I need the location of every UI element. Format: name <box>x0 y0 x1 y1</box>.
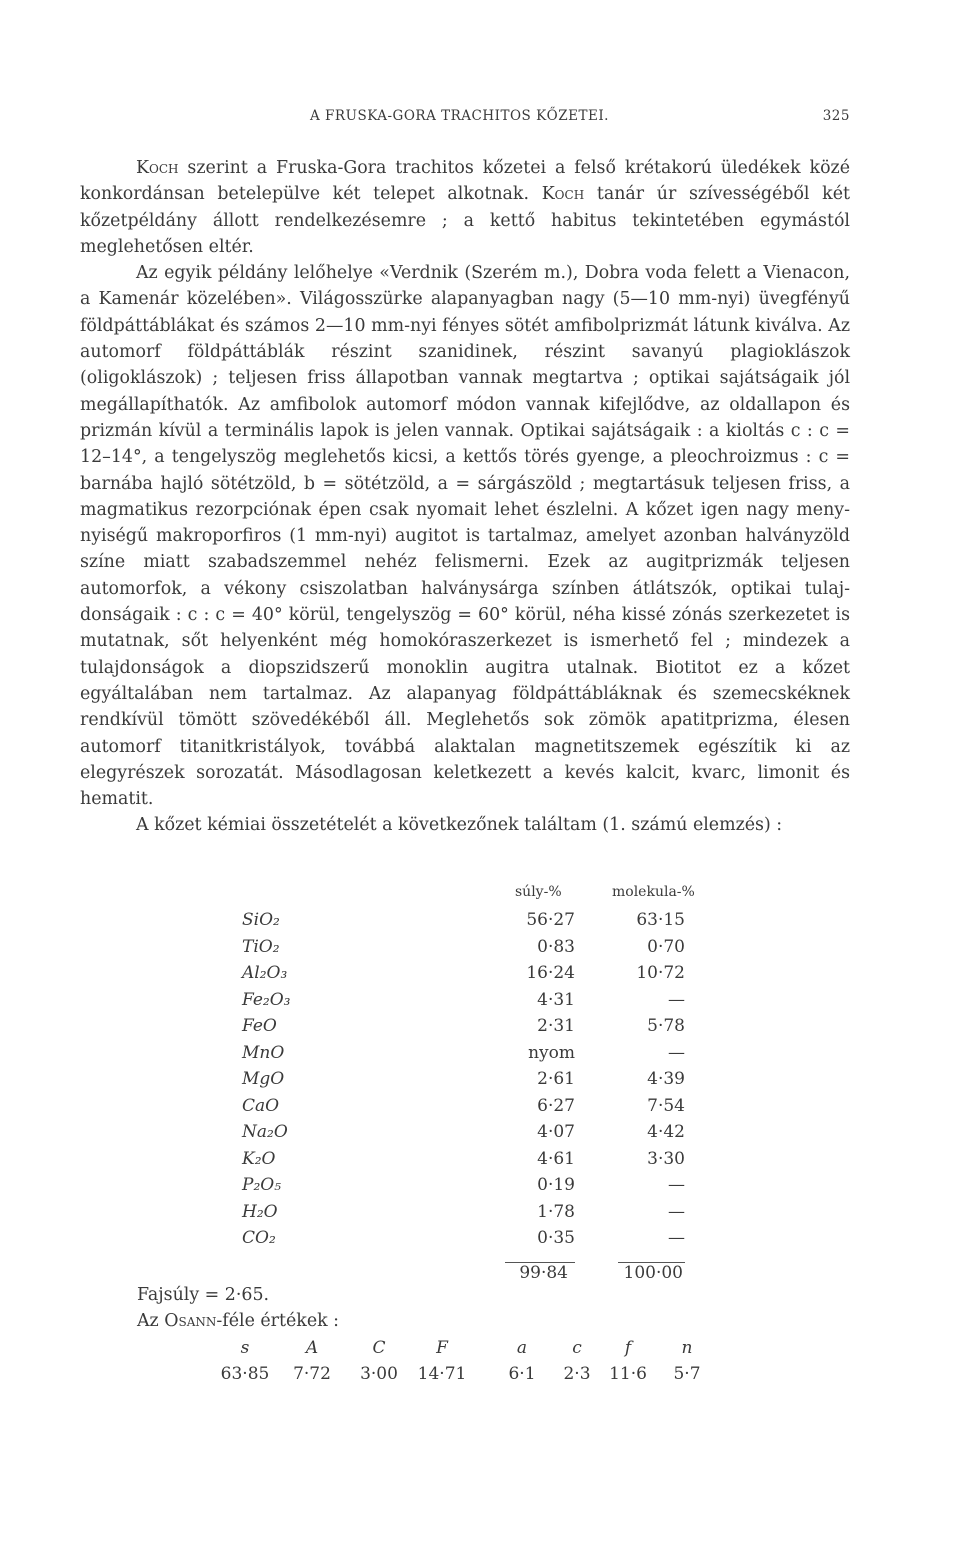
oxide-formula: H₂O <box>242 1201 278 1222</box>
author-name-2: Koch <box>541 184 585 205</box>
total-mol: 100·00 <box>623 1263 683 1283</box>
oxide-formula: MgO <box>242 1069 285 1089</box>
osann-value: 11·6 <box>609 1364 647 1384</box>
osann-value: 7·72 <box>293 1364 331 1384</box>
paragraph-1-text: szerint a Fruska-Gora trachitos kőzetei a felső krétakorú üledékek közé konkordánsan betelepülve két telepet alkotnak. <box>80 158 850 205</box>
osann-label: C <box>372 1338 386 1358</box>
paragraph-2: Az egyik példány lelőhelye «Verdnik (Szerém m.), Dobra voda felett a Vienacon, a Kamenár közelében». Világosszürke alapanyagban nagy (5—10 mm-nyi) üvegfényű földpáttáblákat és számos 2—10 mm-nyi fényes sötét amfibolprizmát látunk kiválva. Az automorf földpáttáblák részint szanidinek, részint savanyú plagioklászok (oligoklászok) ; teljesen friss állapotban vannak megtartva ; optikai sajátságaik jól megállapíthatók. Az amfibolok automorf módon vannak kifejlődve, az oldallapon és prizmán kívül a terminális lapok is jelen vannak. Optikai sajátságaik : a kioltás c : c = 12–14°, a tengelyszög meglehetős kicsi, a kettős törés gyenge, a pleochroizmus : c = barnába hajló sötétzöld, b = sötétzöld, a = sárgászöld ; megtartásuk teljesen friss, a magmatikus rezorpciónak épen csak nyomait lehet észlelni. A kőzet igen nagy menynyiségű makroporfiros (1 mm-nyi) augitot is tartalmaz, amelyet azonban halványzöld színe miatt szabadszemmel nehéz felismerni. Ezek az augitprizmák teljesen automorfok, a vékony csiszolatban halványsárga színben átlátszók, optikai tulajdonságaik : c : c = 40° körül, tengelyszög = 60° körül, néha kissé zónás szerkezetet is mutatnak, sőt helyenként még homokóraszerkezet is ismerhető fel ; mindezek a tulajdonságok a diopszidszerű monoklin augitra utalnak. Biotitot ez a kőzet egyáltalában nem tartalmaz. Az alapanyag földpáttábláknak és szemecskéknek rendkívül tömött szövedékéből áll. Meglehetős sok zömök apatitprizma, élesen automorf titanitkristályok, továbbá alaktalan magnetitszemek egészítik ki az elegyrészek sorozatát. Másodlagosan keletkezett a kevés kalcit, kvarc, limonit és hematit. <box>80 263 850 810</box>
weight-percent: nyom <box>528 1042 575 1063</box>
molecular-percent: 10·72 <box>636 963 685 983</box>
author-name: Koch <box>136 158 179 178</box>
running-head <box>80 108 850 130</box>
oxide-formula: Na₂O <box>242 1122 288 1142</box>
column-header-weight: súly-% <box>515 884 562 900</box>
molecular-percent: 3·30 <box>647 1148 685 1169</box>
osann-label: n <box>681 1338 693 1358</box>
osann-value: 2·3 <box>563 1364 591 1384</box>
molecular-percent: — <box>668 1201 685 1222</box>
osann-value: 6·1 <box>508 1364 536 1384</box>
molecular-percent: 5·78 <box>647 1016 685 1036</box>
weight-percent: 56·27 <box>526 910 575 930</box>
weight-percent: 16·24 <box>526 963 575 983</box>
molecular-percent: 4·42 <box>647 1122 685 1142</box>
paragraph-1 <box>80 155 850 260</box>
paragraph-3: A kőzet kémiai összetételét a következőnek találtam (1. számú elemzés) : <box>136 815 783 836</box>
molecular-percent: — <box>668 989 685 1010</box>
oxide-formula: K₂O <box>242 1148 276 1169</box>
molecular-percent: 63·15 <box>636 910 685 930</box>
weight-percent: 6·27 <box>537 1095 575 1116</box>
molecular-percent: — <box>668 1175 685 1195</box>
specific-gravity: Fajsúly = 2·65. <box>137 1285 270 1305</box>
molecular-percent: 0·70 <box>647 936 685 957</box>
osann-value: 63·85 <box>220 1364 270 1384</box>
page-number: 325 <box>822 108 850 124</box>
osann-value: 14·71 <box>417 1364 467 1384</box>
osann-intro <box>137 1311 339 1331</box>
molecular-percent: 7·54 <box>647 1095 685 1116</box>
molecular-percent: 4·39 <box>647 1069 685 1089</box>
weight-percent: 4·61 <box>537 1148 575 1169</box>
running-title: A FRUSKA-GORA TRACHITOS KŐZETEI. <box>310 108 609 124</box>
total-weight: 99·84 <box>519 1263 568 1283</box>
paragraph-1-text-2: tanár úr szívességéből két kőzetpéldány állott rendelkezésemre ; a kettő habitus tekintetében egymástól meglehetősen eltér. <box>80 184 851 257</box>
osann-label: s <box>240 1338 250 1358</box>
oxide-formula: MnO <box>242 1042 285 1063</box>
oxide-formula: TiO₂ <box>242 936 280 957</box>
column-header-molecular: molekula-% <box>612 884 695 900</box>
weight-percent: 0·83 <box>537 936 575 957</box>
weight-percent: 0·19 <box>537 1175 575 1195</box>
osann-label: F <box>436 1338 448 1358</box>
molecular-percent: — <box>668 1228 685 1248</box>
oxide-formula: FeO <box>242 1016 277 1036</box>
weight-percent: 4·31 <box>537 989 575 1010</box>
oxide-formula: Al₂O₃ <box>242 963 288 983</box>
weight-percent: 2·31 <box>537 1016 575 1036</box>
oxide-formula: Fe₂O₃ <box>242 989 291 1010</box>
molecular-percent: — <box>668 1042 685 1063</box>
osann-value: 5·7 <box>673 1364 701 1384</box>
oxide-formula: P₂O₅ <box>242 1175 282 1195</box>
body-text <box>80 155 850 839</box>
weight-percent: 0·35 <box>537 1228 575 1248</box>
osann-label: A <box>305 1338 319 1358</box>
weight-percent: 2·61 <box>537 1069 575 1089</box>
osann-label: c <box>572 1338 582 1358</box>
oxide-formula: CO₂ <box>242 1228 276 1248</box>
osann-name: Osann <box>164 1311 217 1331</box>
osann-intro-prefix: Az <box>137 1311 165 1331</box>
osann-label: f <box>624 1338 632 1358</box>
osann-label: a <box>516 1338 528 1358</box>
weight-percent: 1·78 <box>537 1201 575 1222</box>
oxide-formula: SiO₂ <box>242 910 280 930</box>
oxide-formula: CaO <box>242 1095 280 1116</box>
osann-value: 3·00 <box>360 1364 398 1384</box>
osann-intro-suffix: -féle értékek : <box>216 1311 340 1331</box>
weight-percent: 4·07 <box>537 1122 575 1142</box>
